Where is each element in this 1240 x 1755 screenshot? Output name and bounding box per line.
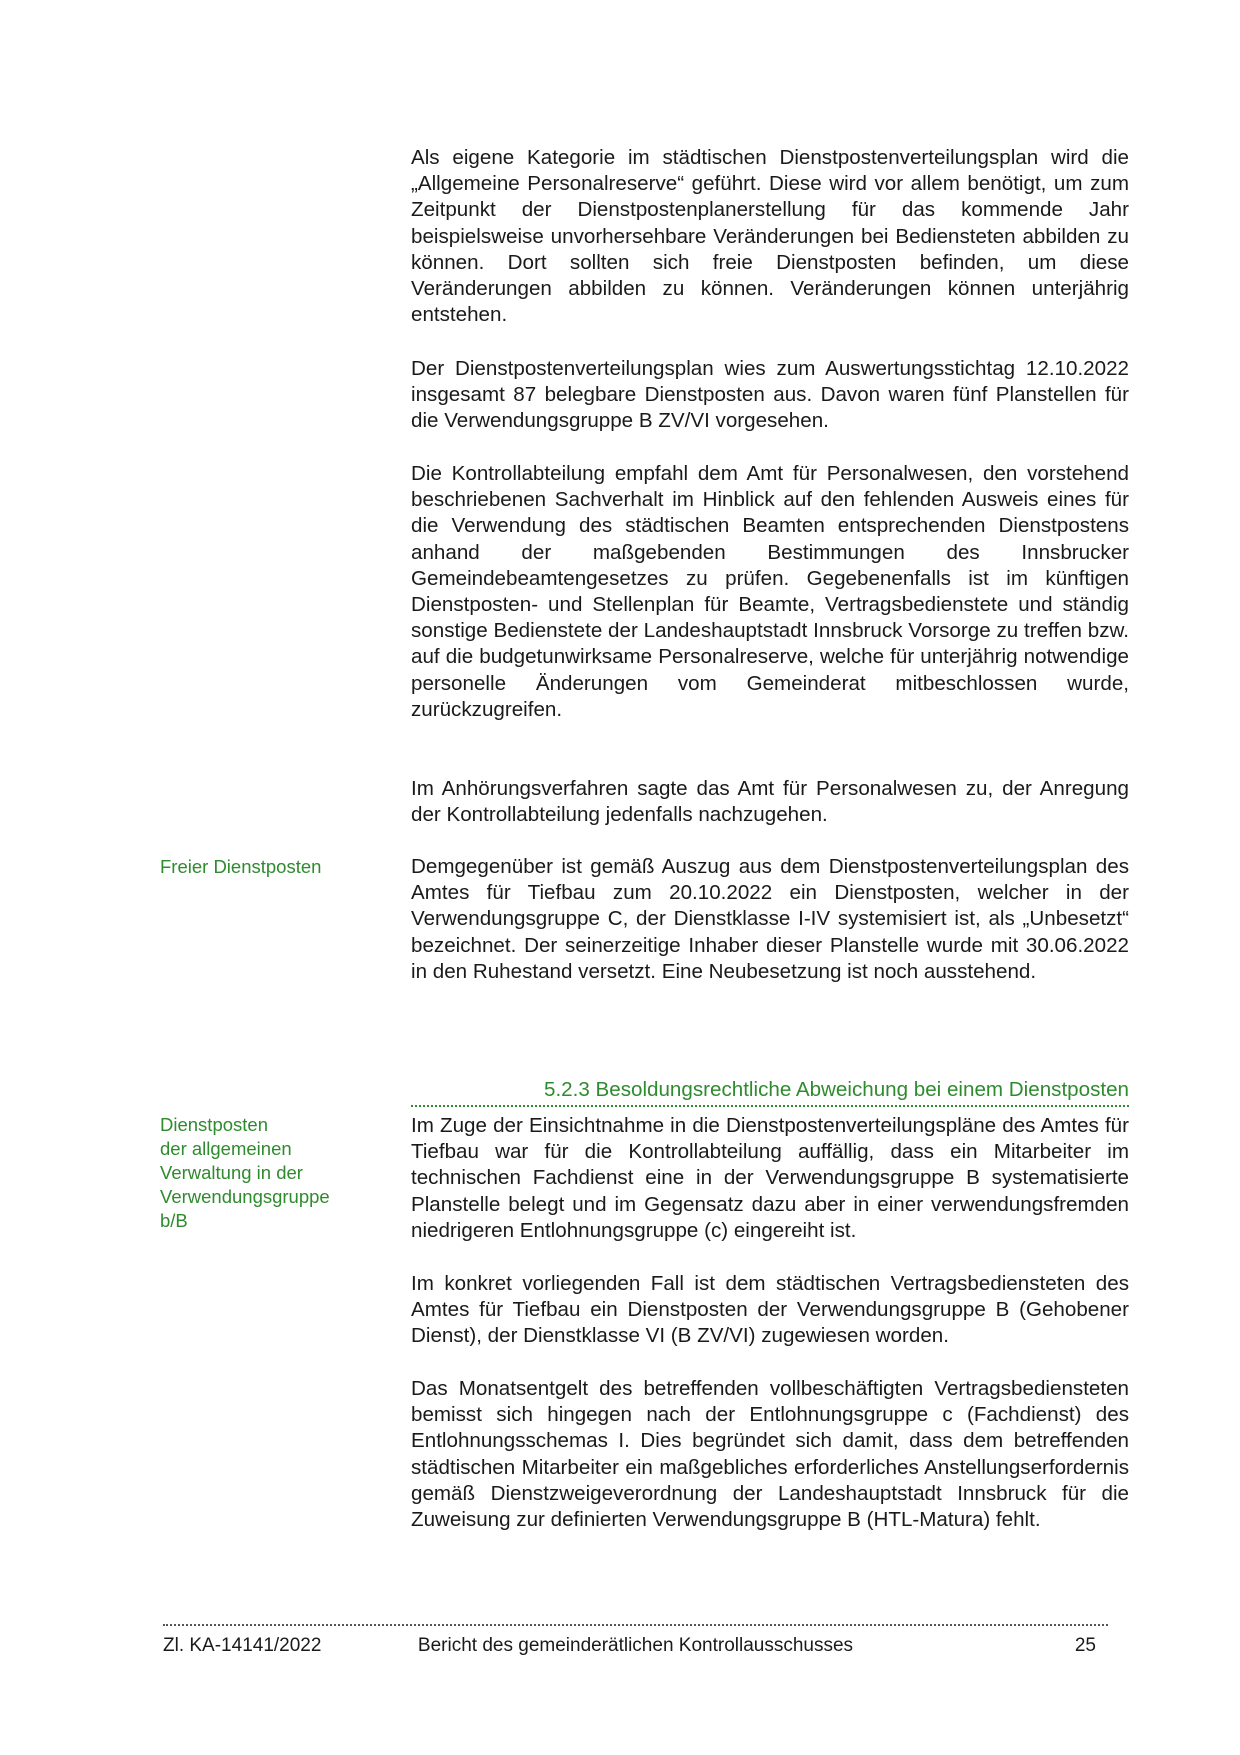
page-footer bbox=[163, 1633, 1108, 1659]
paragraph-text: Im Anhörungsverfahren sagte das Amt für Personalwesen zu, der Anregung der Kontrollabteilung jedenfalls nachzugehen. bbox=[411, 777, 1129, 827]
body-paragraph-empfehlung bbox=[411, 461, 1129, 723]
body-paragraph-konkreter-fall bbox=[411, 1271, 1129, 1350]
side-note-freier-dienstposten: Freier Dienstposten bbox=[160, 856, 322, 877]
body-paragraph-freier-dienstposten bbox=[411, 854, 1129, 985]
page-number: 25 bbox=[1074, 1635, 1096, 1656]
paragraph-text: Das Monatsentgelt des betreffenden vollbeschäftigten Vertragsbediensteten bemisst sich hingegen nach der Entlohnungsgruppe c (Fachdienst) des Entlohnungsschemas I. Dies begründet sich damit, dass dem betreffenden städtischen Mitarbeiter ein maßgebliches erforderliches Anstellungserfordernis gemäß Dienstzweigeverordnung der Landeshauptstadt Innsbruck für die Zuweisung zur definierten Verwendungsgruppe B (HTL-Matura) fehlt. bbox=[411, 1377, 1129, 1532]
side-note-line: Dienstposten bbox=[160, 1114, 268, 1135]
body-paragraph-auswertungsstichtag bbox=[411, 356, 1129, 435]
body-paragraph-einsichtnahme bbox=[411, 1113, 1129, 1244]
footer-reference: Zl. KA-14141/2022 bbox=[163, 1635, 322, 1656]
footer-title: Bericht des gemeinderätlichen Kontrollausschusses bbox=[417, 1635, 854, 1656]
paragraph-text: Der Dienstpostenverteilungsplan wies zum Auswertungsstichtag 12.10.2022 insgesamt 87 belegbare Dienstposten aus. Davon waren fünf Planstellen für die Verwendungsgruppe B ZV/VI vorgesehen. bbox=[411, 357, 1129, 433]
paragraph-text: Im Zuge der Einsichtnahme in die Dienstpostenverteilungspläne des Amtes für Tiefbau war für die Kontrollabteilung auffällig, dass ein Mitarbeiter im technischen Fachdienst eine in der Verwendungsgruppe B systematisierte Planstelle belegt und im Gegensatz dazu aber in einer verwendungsfremden niedrigeren Entlohnungsgruppe (c) eingereiht ist. bbox=[411, 1114, 1129, 1242]
body-paragraph-personalreserve bbox=[411, 145, 1129, 328]
side-note-line: Verwendungsgruppe bbox=[160, 1186, 330, 1207]
footer-divider bbox=[163, 1624, 1108, 1626]
paragraph-text: Als eigene Kategorie im städtischen Dienstpostenverteilungsplan wird die „Allgemeine Personalreserve“ geführt. Diese wird vor allem benötigt, um zum Zeitpunkt der Dienstpostenplanerstellung für das kommende Jahr beispielsweise unvorhersehbare Veränderungen bei Bediensteten abbilden zu können. Dort sollten sich freie Dienstposten befinden, um diese Veränderungen abbilden zu können. Veränderungen können unterjährig entstehen. bbox=[411, 146, 1129, 327]
side-note-line: b/B bbox=[160, 1210, 188, 1231]
paragraph-text: Demgegenüber ist gemäß Auszug aus dem Dienstpostenverteilungsplan des Amtes für Tiefbau zum 20.10.2022 ein Dienstposten, welcher in der Verwendungsgruppe C, der Dienstklasse I-IV systemisiert ist, als „Unbesetzt“ bezeichnet. Der seinerzeitige Inhaber dieser Planstelle wurde mit 30.06.2022 in den Ruhestand versetzt. Eine Neubesetzung ist noch ausstehend. bbox=[411, 855, 1129, 983]
side-note-line: der allgemeinen bbox=[160, 1138, 292, 1159]
body-paragraph-anhoerungsverfahren bbox=[411, 776, 1129, 828]
section-heading: 5.2.3 Besoldungsrechtliche Abweichung bei einem Dienstposten bbox=[411, 1073, 1129, 1107]
side-note-dienstposten-allgemein bbox=[160, 1113, 370, 1233]
paragraph-text: Im konkret vorliegenden Fall ist dem städtischen Vertragsbediensteten des Amtes für Tiefbau ein Dienstposten der Verwendungsgruppe B (Gehobener Dienst), der Dienstklasse VI (B ZV/VI) zugewiesen worden. bbox=[411, 1272, 1129, 1348]
body-paragraph-monatsentgelt bbox=[411, 1376, 1129, 1533]
side-note-line: Verwaltung in der bbox=[160, 1162, 303, 1183]
paragraph-text: Die Kontrollabteilung empfahl dem Amt für Personalwesen, den vorstehend beschriebenen Sachverhalt im Hinblick auf den fehlenden Ausweis eines für die Verwendung des städtischen Beamten entsprechenden Dienstpostens anhand der maßgebenden Bestimmungen des Innsbrucker Gemeindebeamtengesetzes zu prüfen. Gegebenenfalls ist im künftigen Dienstposten- und Stellenplan für Beamte, Vertragsbedienstete und ständig sonstige Bedienstete der Landeshauptstadt Innsbruck Vorsorge zu treffen bzw. auf die budgetunwirksame Personalreserve, welche für unterjährig notwendige personelle Änderungen vom Gemeinderat mitbeschlossen wurde, zurückzugreifen. bbox=[411, 462, 1129, 721]
